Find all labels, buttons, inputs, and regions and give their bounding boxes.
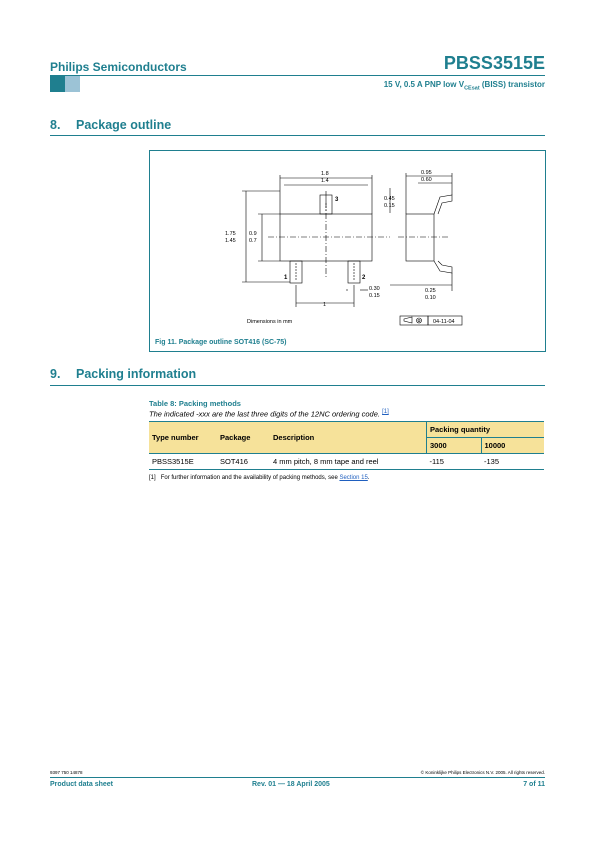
header-package: Package <box>217 422 270 454</box>
date-code: 04-11-04 <box>433 319 455 325</box>
packing-methods-table <box>149 421 544 470</box>
dim-pitch: 1 <box>323 302 327 308</box>
table-title: Table 8: Packing methods <box>149 399 241 408</box>
brand-block-dark <box>50 76 65 92</box>
dim-top-width-min: 1.4 <box>321 178 329 184</box>
dim-side-thick-max: 0.45 <box>384 196 395 202</box>
cell-qty-10000: -135 <box>481 454 544 470</box>
dim-lead-max: 0.30 <box>369 286 380 292</box>
table-subtitle: The indicated -xxx are the last three digits of the 12NC ordering code. [1] <box>149 409 389 419</box>
section-15-link[interactable]: Section 15 <box>339 475 368 481</box>
header-description: Description <box>270 422 427 454</box>
section-rule <box>50 135 545 136</box>
table-footnote-ref[interactable]: [1] <box>382 409 389 415</box>
section-heading-package-outline: 8. Package outline <box>50 118 172 132</box>
company-name: Philips Semiconductors <box>50 60 187 74</box>
brand-block-light <box>65 76 80 92</box>
figure-caption: Fig 11. Package outline SOT416 (SC-75) <box>155 339 287 346</box>
header-packing-quantity: Packing quantity <box>427 422 545 438</box>
dim-side-top-min: 0.60 <box>421 177 432 183</box>
pin-1-label: 1 <box>284 275 288 281</box>
revision: Rev. 01 — 18 April 2005 <box>252 781 330 788</box>
doc-type: Product data sheet <box>50 781 114 788</box>
document-subtitle: 15 V, 0.5 A PNP low $V_{CEsat}$ (BISS) transistor <box>383 80 545 92</box>
copyright: © Koninklijke Philips Electronics N.V. 2005. All rights reserved. <box>420 770 545 775</box>
package-side-view <box>406 214 434 261</box>
dim-side-foot-max: 0.25 <box>425 288 436 294</box>
dim-top-width-max: 1.8 <box>321 171 329 177</box>
cell-qty-3000: -115 <box>427 454 482 470</box>
cell-description: 4 mm pitch, 8 mm tape and reel <box>270 454 427 470</box>
dim-height-min: 1.45 <box>225 238 236 244</box>
cell-type: PBSS3515E <box>149 454 217 470</box>
dimensions-note: Dimensions in mm <box>247 319 293 325</box>
header-qty-10000: 10000 <box>481 438 544 454</box>
section-rule <box>50 385 545 386</box>
pin-3-label: 3 <box>335 197 339 203</box>
page-number: 7 of 11 <box>523 781 545 788</box>
header-qty-3000: 3000 <box>427 438 482 454</box>
dim-lead-min: 0.15 <box>369 293 380 299</box>
table-row <box>149 454 544 470</box>
cell-package: SOT416 <box>217 454 270 470</box>
dim-inner-max: 0.9 <box>249 231 257 237</box>
dim-side-foot-min: 0.10 <box>425 295 436 301</box>
dim-side-top-max: 0.95 <box>421 170 432 176</box>
header-type-number: Type number <box>149 422 217 454</box>
dim-height-max: 1.75 <box>225 231 236 237</box>
header-rule <box>50 75 545 76</box>
footer-rule <box>50 777 545 778</box>
part-number: PBSS3515E <box>443 53 545 73</box>
package-outline-drawing <box>150 151 545 351</box>
doc-code: 9397 750 14878 <box>50 770 83 775</box>
table-footnote: [1] For further information and the availability of packing methods, see Section 15. <box>149 475 370 481</box>
dim-side-thick-min: 0.15 <box>384 203 395 209</box>
pin-2-label: 2 <box>362 275 366 281</box>
figure-package-outline <box>149 150 546 352</box>
section-heading-packing-information: 9. Packing information <box>50 367 197 381</box>
dim-inner-min: 0.7 <box>249 238 257 244</box>
